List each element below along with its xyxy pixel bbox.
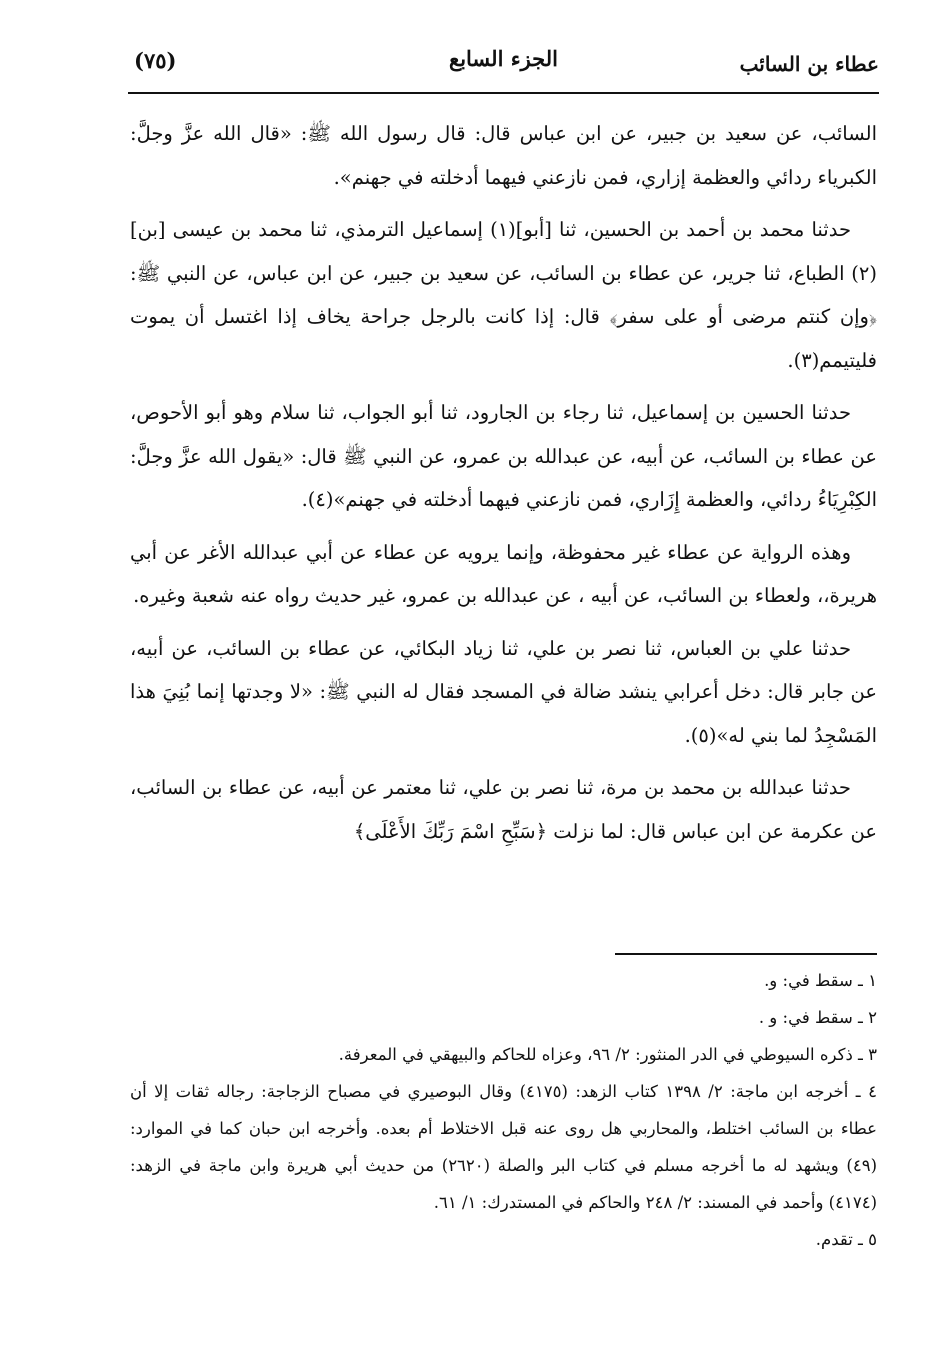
footnote: ٢ ـ سقط في: و .	[758, 1008, 877, 1027]
volume-label: الجزء السابع	[449, 46, 558, 71]
paragraph: حدثنا علي بن العباس، ثنا نصر بن علي، ثنا زياد البكائي، عن عطاء بن السائب، عن أبيه، عن جابر قال: دخل أعرابي ينشد ضالة في المسجد فقال له النبي ﷺ: «لا وجدتها إنما بُنِيَ هذا المَسْجِدُ لما بني له»(٥).	[130, 636, 877, 747]
paragraph: حدثنا محمد بن أحمد بن الحسين، ثنا [أبو](١) إسماعيل الترمذي، ثنا محمد بن عيسى [بن](٢) الطباع، ثنا جرير، عن عطاء بن السائب، عن سعيد بن جبير، عن ابن عباس، عن النبي ﷺ: ﴿وإن كنتم مرضى أو على سفر﴾ قال: إذا كانت بالرجل جراحة يخاف إذا اغتسل أن يموت فليتيمم(٣).	[130, 218, 877, 372]
page-header	[128, 42, 879, 86]
page-number: (٧٥)	[134, 48, 177, 73]
paragraph: السائب، عن سعيد بن جبير، عن ابن عباس قال: قال رسول الله ﷺ: «قال الله عزَّ وجلَّ: الكبرياء ردائي والعظمة إزاري، فمن نازعني فيهما أدخلته في جهنم».	[130, 122, 877, 189]
footnote: ٣ ـ ذكره السيوطي في الدر المنثور: ٢/ ٩٦، وعزاه للحاكم والبيهقي في المعرفة.	[338, 1045, 877, 1064]
paragraph: وهذه الرواية عن عطاء غير محفوظة، وإنما يرويه عن عطاء عن أبي عبدالله الأغر عن أبي هريرة،، ولعطاء بن السائب، عن أبيه ، عن عبدالله بن عمرو، غير حديث رواه عنه شعبة وغيره.	[130, 540, 877, 607]
footnote: ٤ ـ أخرجه ابن ماجة: ٢/ ١٣٩٨ كتاب الزهد: (٤١٧٥) وقال البوصيري في مصباح الزجاجة: رجاله ثقات إلا أن عطاء بن السائب اختلط، والمحاربي هل روى عنه قبل الاختلاط أم بعده. وأخرجه ابن حبان كما في الموارد: (٤٩) ويشهد له ما أخرجه مسلم في كتاب البر والصلة (٢٦٢٠) من حديث أبي هريرة وابن ماجة في الزهد: (٤١٧٤) وأحمد في المسند: ٢/ ٢٤٨ والحاكم في المستدرك: ١/ ٦١.	[130, 1082, 877, 1212]
footnote-divider	[615, 953, 877, 955]
paragraph: حدثنا الحسين بن إسماعيل، ثنا رجاء بن الجارود، ثنا أبو الجواب، ثنا سلام وهو أبو الأحوص، عن عطاء بن السائب، عن أبيه، عن عبدالله بن عمرو، عن النبي ﷺ قال: «يقول الله عزَّ وجلَّ: الكِبْرِيَاءُ ردائي، والعظمة إِزَاري، فمن نازعني فيهما أدخلته في جهنم»(٤).	[130, 401, 877, 511]
running-title: عطاء بن السائب	[739, 52, 879, 76]
footnotes	[130, 962, 877, 1258]
main-text	[130, 112, 877, 862]
header-divider	[128, 92, 879, 94]
footnote: ٥ ـ تقدم.	[815, 1230, 877, 1249]
paragraph: حدثنا عبدالله بن محمد بن مرة، ثنا نصر بن علي، ثنا معتمر عن أبيه، عن عطاء بن السائب، عن عكرمة عن ابن عباس قال: لما نزلت ﴿سَبِّحِ اسْمَ رَبِّكَ الأَعْلَى﴾	[130, 776, 877, 843]
footnote: ١ ـ سقط في: و.	[764, 971, 877, 990]
